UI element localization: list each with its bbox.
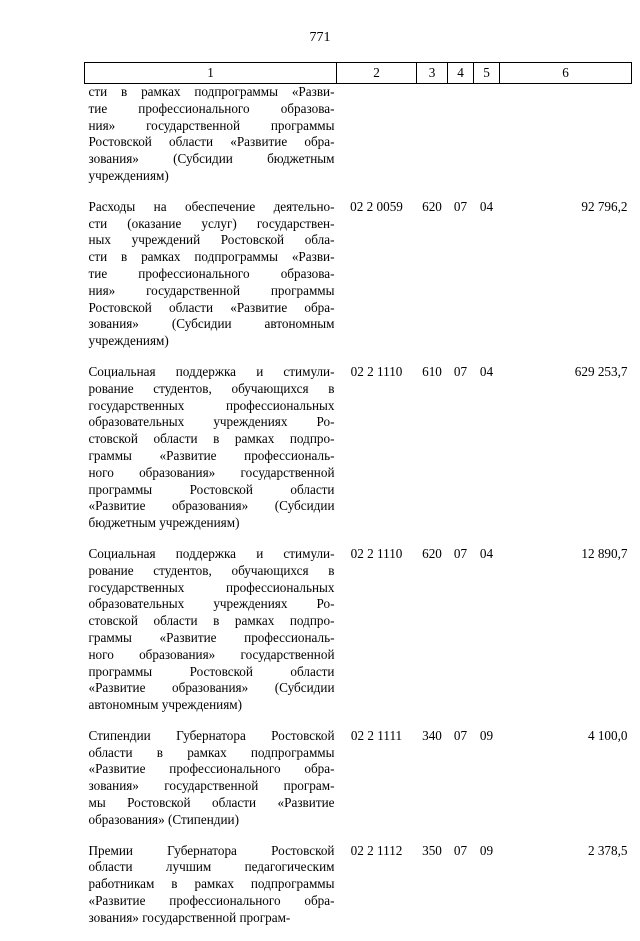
expense-name-cell: [85, 546, 337, 728]
expense-name-cell: [85, 843, 337, 941]
amount-cell: 629 253,7: [574, 363, 628, 379]
subsection-cell: 04: [479, 545, 494, 561]
column-header: 1: [85, 63, 337, 84]
expense-name-line: Ростовской области «Развитие обра-: [88, 299, 335, 315]
expense-name-line: государственных профессиональных: [88, 397, 335, 413]
table-row: [85, 199, 632, 364]
expense-type-cell: 620: [422, 198, 442, 214]
expense-name-line: ния» государственной программы: [88, 282, 335, 298]
table-row: [85, 728, 632, 843]
expense-name-line: ния» государственной программы: [88, 117, 335, 133]
subsection-cell: 04: [479, 363, 494, 379]
expense-name-line: образовательных учреждениях Ро-: [88, 596, 335, 612]
expense-name-line: стовской области в рамках подпро-: [88, 431, 335, 447]
expense-name-line: бюджетным учреждениям): [88, 515, 240, 531]
expense-name-line: государственных профессиональных: [88, 579, 335, 595]
expense-name-line: сти в рамках подпрограммы «Разви-: [88, 84, 335, 99]
subsection-cell: 09: [479, 727, 494, 743]
expense-name-line: «Развитие образования» (Субсидии: [88, 498, 335, 514]
table-row: [85, 843, 632, 941]
page-number: 771: [309, 30, 331, 45]
expense-name-line: рование студентов, обучающихся в: [88, 380, 335, 396]
table-row: [85, 546, 632, 728]
expense-name-line: «Развитие образования» (Субсидии: [88, 680, 335, 696]
expense-name-line: граммы «Развитие профессиональ-: [88, 629, 335, 645]
column-header: 3: [417, 63, 448, 84]
expense-type-cell: 350: [422, 842, 442, 858]
target-article-code-cell: [337, 84, 417, 199]
subsection-cell: 04: [479, 198, 494, 214]
table-row: [85, 364, 632, 546]
expense-type-cell: 610: [422, 363, 442, 379]
expense-name-line: зования» (Субсидии бюджетным: [88, 151, 335, 167]
expense-name-line: граммы «Развитие профессиональ-: [88, 447, 335, 463]
expense-name-line: программы Ростовской области: [88, 663, 335, 679]
amount-cell: 92 796,2: [581, 198, 628, 214]
target-article-code-cell: 02 2 1112: [350, 842, 403, 858]
table-row: [85, 84, 632, 199]
section-cell: 07: [453, 842, 468, 858]
target-article-code-cell: 02 2 1111: [350, 727, 403, 743]
expense-name-cell: [85, 364, 337, 546]
expense-name-line: рование студентов, обучающихся в: [88, 562, 335, 578]
expense-name-line: Социальная поддержка и стимули-: [88, 545, 335, 561]
amount-cell: 12 890,7: [581, 545, 628, 561]
target-article-code-cell: 02 2 1110: [350, 545, 403, 561]
table-header-row: [85, 63, 632, 84]
expense-name-line: тие профессионального образова-: [88, 100, 335, 116]
expense-name-line: работникам в рамках подпрограммы: [88, 876, 335, 892]
column-header: 6: [500, 63, 632, 84]
expense-name-line: мы Ростовской области «Развитие: [88, 795, 335, 811]
amount-cell: 4 100,0: [587, 727, 628, 743]
expense-name-line: ных учреждений Ростовской обла-: [88, 232, 335, 248]
expense-name-line: зования» государственной програм-: [88, 778, 335, 794]
column-header: 2: [337, 63, 417, 84]
expense-name-line: Премии Губернатора Ростовской: [88, 842, 335, 858]
section-cell: 07: [453, 198, 468, 214]
expense-name-line: образовательных учреждениях Ро-: [88, 414, 335, 430]
expense-name-line: образования» (Стипендии): [88, 811, 239, 827]
expense-name-line: Стипендии Губернатора Ростовской: [88, 727, 335, 743]
expense-name-line: «Развитие профессионального обра-: [88, 761, 335, 777]
expense-name-line: «Развитие профессионального обра-: [88, 893, 335, 909]
expense-name-line: области лучшим педагогическим: [88, 859, 335, 875]
expense-name-line: Ростовской области «Развитие обра-: [88, 134, 335, 150]
amount-cell: [500, 84, 632, 199]
section-cell: [448, 84, 474, 199]
expense-name-line: Социальная поддержка и стимули-: [88, 363, 335, 379]
expense-name-line: учреждениям): [88, 167, 169, 183]
expense-name-line: ного образования» государственной: [88, 464, 335, 480]
expense-type-cell: [417, 84, 448, 199]
subsection-cell: [474, 84, 500, 199]
expense-name-cell: [85, 199, 337, 364]
expense-name-line: области в рамках подпрограммы: [88, 744, 335, 760]
expense-name-line: стовской области в рамках подпро-: [88, 613, 335, 629]
budget-table: [84, 62, 632, 941]
expense-name-cell: [85, 728, 337, 843]
subsection-cell: 09: [479, 842, 494, 858]
section-cell: 07: [453, 727, 468, 743]
target-article-code-cell: 02 2 1110: [350, 363, 403, 379]
expense-name-line: программы Ростовской области: [88, 481, 335, 497]
expense-name-line: учреждениям): [88, 333, 169, 349]
expense-name-cell: [85, 84, 337, 199]
target-article-code-cell: 02 2 0059: [350, 198, 403, 214]
expense-name-line: Расходы на обеспечение деятельно-: [88, 198, 335, 214]
section-cell: 07: [453, 545, 468, 561]
column-header: 4: [448, 63, 474, 84]
expense-type-cell: 620: [422, 545, 442, 561]
column-header: 5: [474, 63, 500, 84]
section-cell: 07: [453, 363, 468, 379]
expense-type-cell: 340: [422, 727, 442, 743]
expense-name-line: сти в рамках подпрограммы «Разви-: [88, 249, 335, 265]
expense-name-line: сти (оказание услуг) государствен-: [88, 215, 335, 231]
expense-name-line: зования» (Субсидии автономным: [88, 316, 335, 332]
expense-name-line: тие профессионального образова-: [88, 265, 335, 281]
table-body: [85, 84, 632, 941]
expense-name-line: зования» государственной програм-: [88, 909, 291, 925]
expense-name-line: ного образования» государственной: [88, 646, 335, 662]
amount-cell: 2 378,5: [587, 842, 628, 858]
expense-name-line: автономным учреждениям): [88, 697, 243, 713]
